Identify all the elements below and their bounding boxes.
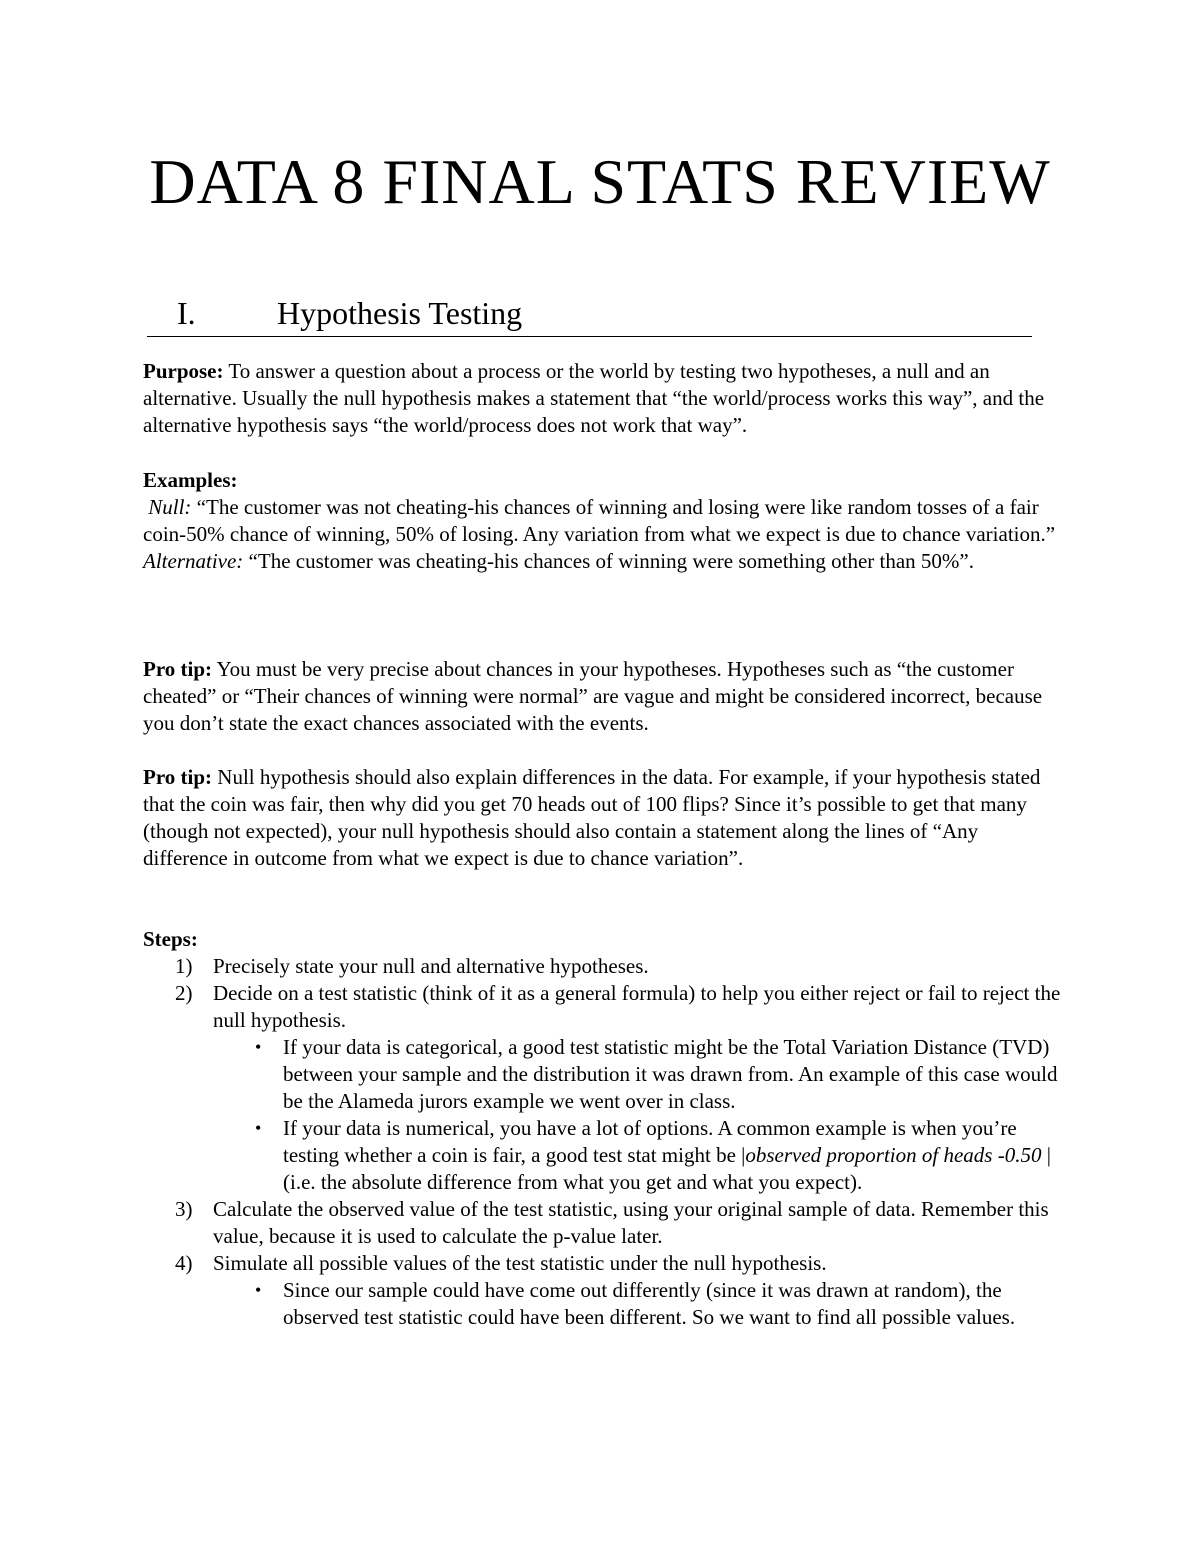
- null-label: Null:: [148, 495, 192, 519]
- step-1-number: 1): [175, 954, 193, 978]
- step-4-text: Simulate all possible values of the test statistic under the null hypothesis.: [213, 1251, 827, 1275]
- section-title: Hypothesis Testing: [277, 295, 523, 331]
- step-3: [143, 1196, 1063, 1250]
- step-4-number: 4): [175, 1251, 193, 1275]
- step-4-bullets: [213, 1277, 1063, 1331]
- step-4-bullet-1: • Since our sample could have come out differently (since it was drawn at random), the observed test statistic could have been different. So we want to find all possible values.: [213, 1277, 1063, 1331]
- purpose-text: To answer a question about a process or the world by testing two hypotheses, a null and an alternative. Usually the null hypothesis makes a statement that “the world/process works this way”, and the alternative hypothesis says “the world/process does not work that way”.: [143, 359, 1045, 437]
- step-2-bullet-2: [213, 1115, 1063, 1196]
- purpose-label: Purpose:: [143, 359, 224, 383]
- step-2-text: Decide on a test statistic (think of it as a general formula) to help you either reject or fail to reject the null hypothesis.: [213, 981, 1061, 1032]
- step-2-number: 2): [175, 981, 193, 1005]
- step-2: [143, 980, 1063, 1196]
- step-4: [143, 1250, 1063, 1331]
- step-3-text: Calculate the observed value of the test statistic, using your original sample of data. Remember this value, because it is used to calculate the p-value later.: [213, 1197, 1049, 1248]
- null-text: “The customer was not cheating-his chances of winning and losing were like random tosses of a fair coin-50% chance of winning, 50% of losing. Any variation from what we expect is due to chance variation.”: [143, 495, 1056, 546]
- step-2-bullet-2-formula: observed proportion of heads -0.50: [745, 1143, 1042, 1167]
- steps-block: [143, 926, 1063, 1331]
- document-title: DATA 8 FINAL STATS REVIEW: [149, 146, 1051, 217]
- examples-block: [143, 467, 1063, 575]
- steps-label: Steps:: [143, 927, 198, 951]
- step-1: [143, 953, 1063, 980]
- section-heading: [147, 290, 1032, 337]
- step-2-bullet-1: • If your data is categorical, a good test statistic might be the Total Variation Distance (TVD) between your sample and the distribution it was drawn from. An example of this case would be the Alameda jurors example we went over in class.: [213, 1034, 1063, 1115]
- step-3-number: 3): [175, 1197, 193, 1221]
- step-2-bullet-2-pre: If your data is numerical, you have a lot of options. A common example is when you’re testing whether a coin is fair, a good test stat might be |: [283, 1116, 1017, 1167]
- step-2-bullet-2-post: | (i.e. the absolute difference from what you get and what you expect).: [283, 1143, 1051, 1194]
- pro-tip-1-label: Pro tip:: [143, 657, 213, 681]
- pro-tip-1: [143, 656, 1063, 737]
- pro-tip-2: [143, 764, 1063, 872]
- alternative-text: “The customer was cheating-his chances of winning were something other than 50%”.: [243, 549, 974, 573]
- purpose-paragraph: [143, 358, 1063, 439]
- examples-label: Examples:: [143, 468, 238, 492]
- pro-tip-2-label: Pro tip:: [143, 765, 213, 789]
- section-number: I.: [177, 295, 196, 331]
- pro-tip-1-text: You must be very precise about chances in your hypotheses. Hypotheses such as “the customer cheated” or “Their chances of winning were normal” are vague and might be considered incorrect, because you don’t state the exact chances associated with the events.: [143, 657, 1043, 735]
- alternative-label: Alternative:: [143, 549, 244, 573]
- step-1-text: Precisely state your null and alternative hypotheses.: [213, 954, 649, 978]
- step-2-bullets: [213, 1034, 1063, 1196]
- steps-list: [143, 953, 1063, 1331]
- pro-tip-2-text: Null hypothesis should also explain differences in the data. For example, if your hypothesis stated that the coin was fair, then why did you get 70 heads out of 100 flips? Since it’s possible to get that many (though not expected), your null hypothesis should also contain a statement along the lines of “Any difference in outcome from what we expect is due to chance variation”.: [143, 765, 1041, 870]
